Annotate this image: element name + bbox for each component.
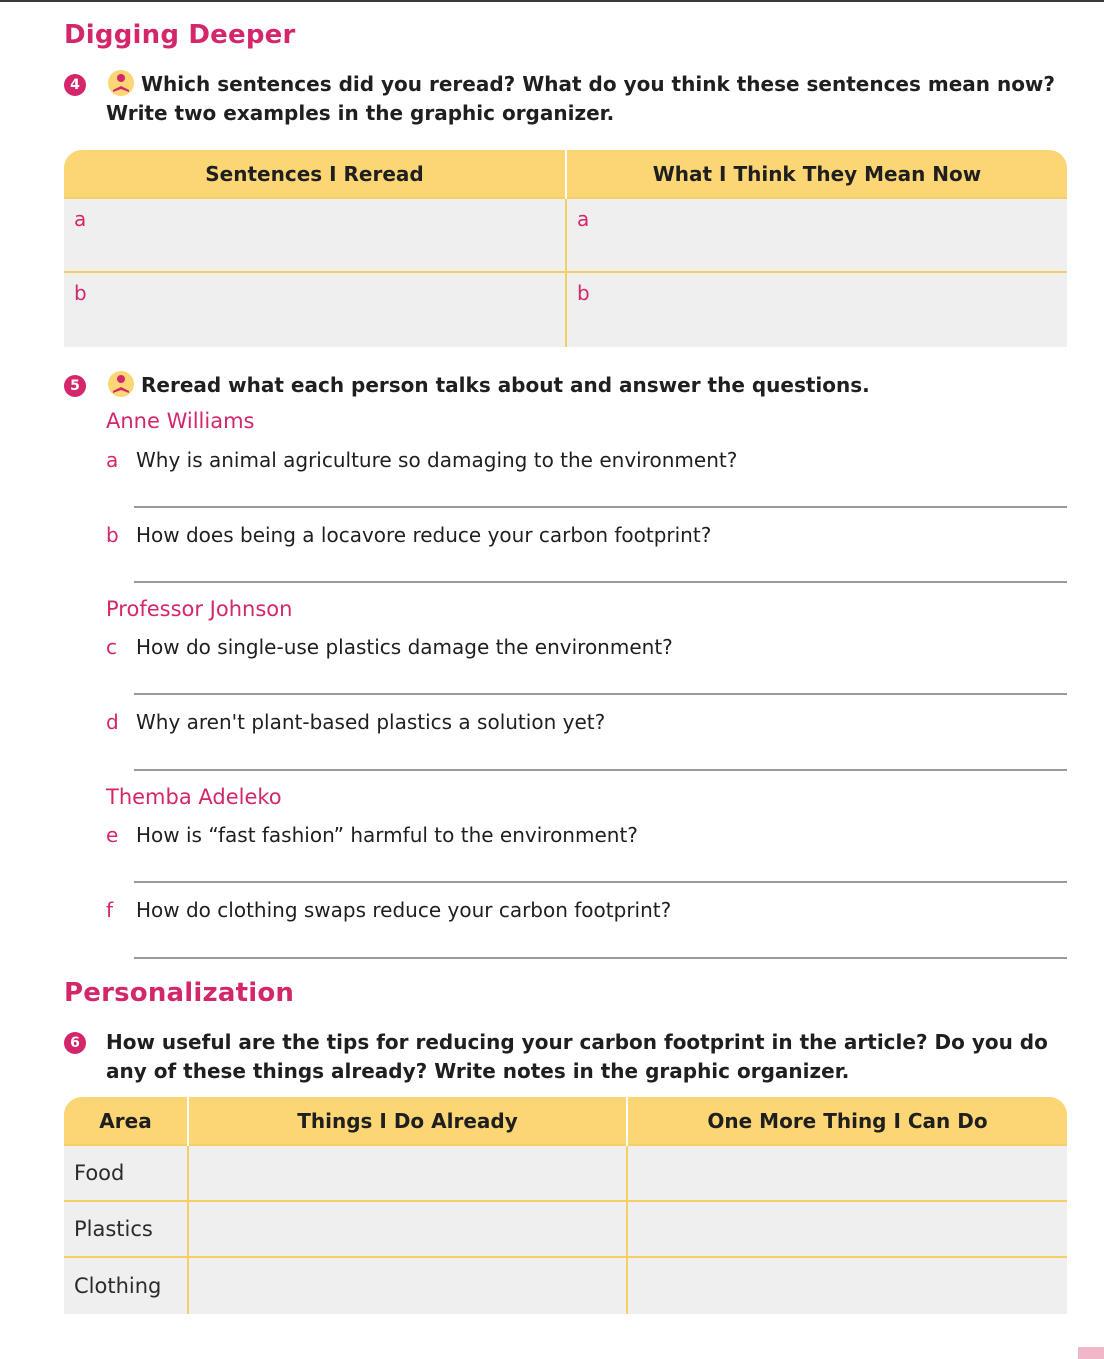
answer-line[interactable]: [134, 957, 1067, 959]
row-label-plastics: Plastics: [64, 1201, 188, 1257]
question-letter: e: [106, 823, 119, 847]
answer-line[interactable]: [134, 769, 1067, 771]
question-text: How do clothing swaps reduce your carbon footprint?: [136, 898, 672, 922]
answer-line[interactable]: [134, 881, 1067, 883]
answer-line[interactable]: [134, 693, 1067, 695]
answer-cell[interactable]: [627, 1257, 1067, 1314]
answer-cell[interactable]: [566, 198, 1067, 272]
answer-line[interactable]: [134, 506, 1067, 508]
question-number-badge: 4: [64, 74, 86, 96]
row-letter: b: [577, 281, 590, 305]
reader-icon: [108, 70, 134, 96]
column-header-things-i-do-already: Things I Do Already: [188, 1097, 627, 1145]
top-rule: [0, 0, 1104, 2]
speaker-name: Anne Williams: [106, 409, 255, 433]
speaker-name: Professor Johnson: [106, 597, 293, 621]
column-header-meaning-now: What I Think They Mean Now: [566, 150, 1067, 198]
answer-line[interactable]: [134, 581, 1067, 583]
answer-cell[interactable]: [64, 198, 566, 272]
question-item: [106, 523, 711, 547]
question-item: [106, 823, 638, 847]
question-text: How do single-use plastics damage the environment?: [136, 635, 673, 659]
column-header-area: Area: [64, 1097, 188, 1145]
question-letter: f: [106, 898, 114, 922]
row-label-food: Food: [64, 1145, 188, 1201]
page-corner-tab: [1078, 1347, 1104, 1359]
question-letter: a: [106, 448, 119, 472]
question-letter: d: [106, 710, 119, 734]
answer-cell[interactable]: [627, 1145, 1067, 1201]
answer-cell[interactable]: [566, 272, 1067, 347]
question-letter: b: [106, 523, 119, 547]
speaker-name: Themba Adeleko: [106, 785, 282, 809]
answer-cell[interactable]: [627, 1201, 1067, 1257]
question-5-instruction: Reread what each person talks about and answer the questions.: [141, 373, 870, 397]
question-text: Why aren't plant-based plastics a solution yet?: [136, 710, 606, 734]
answer-cell[interactable]: [64, 272, 566, 347]
answer-cell[interactable]: [188, 1145, 627, 1201]
row-letter: a: [577, 207, 590, 231]
question-item: [106, 448, 737, 472]
reader-icon: [108, 371, 134, 397]
question-4-instruction-line1: Which sentences did you reread? What do you think these sentences mean now?: [141, 72, 1056, 96]
question-text: How does being a locavore reduce your carbon footprint?: [136, 523, 712, 547]
column-header-sentences-reread: Sentences I Reread: [64, 150, 566, 198]
question-6-instruction-line2: any of these things already? Write notes in the graphic organizer.: [106, 1059, 850, 1083]
row-letter: b: [74, 281, 87, 305]
question-text: How is “fast fashion” harmful to the environment?: [136, 823, 638, 847]
question-number-badge: 6: [64, 1032, 86, 1054]
row-label-clothing: Clothing: [64, 1257, 188, 1314]
graphic-organizer-reread: [64, 150, 1067, 347]
section-title-digging-deeper: Digging Deeper: [64, 20, 296, 50]
question-item: [106, 635, 673, 659]
question-letter: c: [106, 635, 117, 659]
row-letter: a: [74, 207, 87, 231]
question-number-badge: 5: [64, 375, 86, 397]
question-6-instruction-line1: How useful are the tips for reducing your carbon footprint in the article? Do you do: [106, 1030, 1048, 1054]
answer-cell[interactable]: [188, 1201, 627, 1257]
graphic-organizer-personalization: [64, 1097, 1067, 1314]
question-item: [106, 898, 671, 922]
question-item: [106, 710, 605, 734]
column-header-one-more-thing: One More Thing I Can Do: [627, 1097, 1067, 1145]
question-4-instruction-line2: Write two examples in the graphic organizer.: [106, 101, 615, 125]
answer-cell[interactable]: [188, 1257, 627, 1314]
section-title-personalization: Personalization: [64, 978, 295, 1008]
question-text: Why is animal agriculture so damaging to the environment?: [136, 448, 738, 472]
